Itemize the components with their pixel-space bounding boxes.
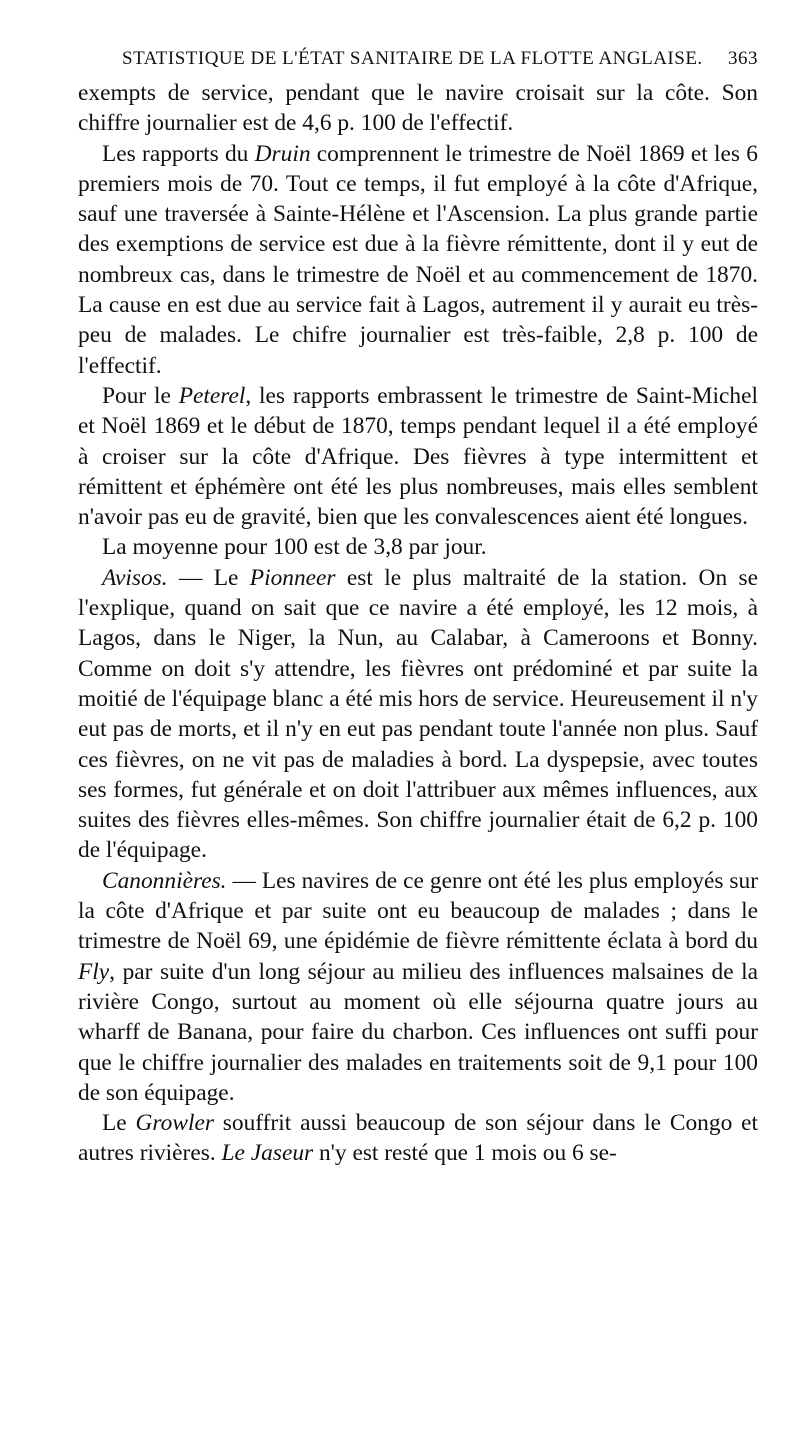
paragraph-continuation — [78, 78, 758, 139]
paragraph-text: Pour le — [102, 382, 179, 409]
paragraph-avisos — [78, 563, 758, 866]
paragraph-text: , par suite d'un long séjour au milieu des influences malsaines de la rivière Congo, surtout au moment où elle séjourna quatre jours au wharff de Banana, pour faire du charbon. Ces influences ont suffi pour que le chiffre journalier des malades en traitements soit de 9,1 pour 100 de son équipage. — [78, 958, 758, 1106]
running-head-title: STATISTIQUE DE L'ÉTAT SANITAIRE DE LA FLOTTE ANGLAISE. — [122, 48, 703, 69]
paragraph-text: Les rapports du — [102, 140, 255, 167]
paragraph-text: comprennent le trimestre de Noël 1869 et les 6 premiers mois de 70. Tout ce temps, il fut employé à la côte d'Afrique, sauf une traversée à Sainte-Hélène et l'Ascension. La plus grande partie des exemptions de service est due à la fièvre rémittente, dont il y eut de nombreux cas, dans le trimestre de Noël et au commencement de 1870. La cause en est due au service fait à Lagos, autrement il y aurait eu très-peu de malades. Le chifre journalier est très-faible, 2,8 p. 100 de l'effectif. — [78, 140, 758, 379]
paragraph-druin — [78, 139, 758, 381]
paragraph-average — [78, 532, 758, 562]
ship-name: Peterel — [178, 382, 246, 409]
running-head — [78, 48, 758, 70]
ship-name: Growler — [135, 1110, 214, 1137]
paragraph-text: — Les navires de ce genre ont été les plus employés sur la côte d'Afrique et par suite ont eu beaucoup de malades ; dans le trimestre de Noël 69, une épidémie de fièvre rémittente éclata à bord du — [78, 867, 758, 955]
paragraph-growler — [78, 1108, 758, 1169]
ship-name: Fly — [78, 958, 110, 985]
paragraph-text: La moyenne pour 100 est de 3,8 par jour. — [102, 534, 487, 561]
paragraph-text: — Le — [167, 564, 250, 591]
paragraph-text: Le — [102, 1110, 136, 1137]
body-text — [78, 78, 758, 1169]
page-number: 363 — [728, 48, 758, 69]
paragraph-text: exempts de service, pendant que le navire croisait sur la côte. Son chiffre journalier est de 4,6 p. 100 de l'effectif. — [78, 80, 758, 137]
paragraph-peterel — [78, 381, 758, 532]
ship-name: Pionneer — [249, 564, 336, 591]
paragraph-text: souffrit aussi beaucoup de son séjour dans le Congo et autres rivières. — [78, 1110, 758, 1167]
paragraph-text: n'y est resté que 1 mois ou 6 se- — [313, 1140, 617, 1167]
ship-name: Druin — [254, 140, 311, 167]
section-heading: Canonnières. — [102, 867, 227, 894]
section-heading: Avisos. — [102, 564, 168, 591]
paragraph-canonnieres — [78, 866, 758, 1108]
ship-name: Le Jaseur — [221, 1140, 314, 1167]
paragraph-text: est le plus maltraité de la station. On se l'explique, quand on sait que ce navire a été employé, les 12 mois, à Lagos, dans le Niger, la Nun, au Calabar, à Cameroons et Bonny. Comme on doit s'y attendre, les fièvres ont prédominé et par suite la moitié de l'équipage blanc a été mis hors de service. Heureusement il n'y eut pas de morts, et il n'y en eut pas pendant toute l'année non plus. Sauf ces fièvres, on ne vit pas de maladies à bord. La dyspepsie, avec toutes ses formes, fut générale et on doit l'attribuer aux mêmes influences, aux suites des fièvres elles-mêmes. Son chiffre journalier était de 6,2 p. 100 de l'équipage. — [78, 564, 758, 864]
paragraph-text: , les rapports embrassent le trimestre de Saint-Michel et Noël 1869 et le début de 1870, temps pendant lequel il a été employé à croiser sur la côte d'Afrique. Des fièvres à type intermittent et rémittent et éphémère ont été les plus nombreuses, mais elles semblent n'avoir pas eu de gravité, bien que les convalescences aient été longues. — [78, 382, 758, 531]
book-page — [78, 48, 758, 1169]
